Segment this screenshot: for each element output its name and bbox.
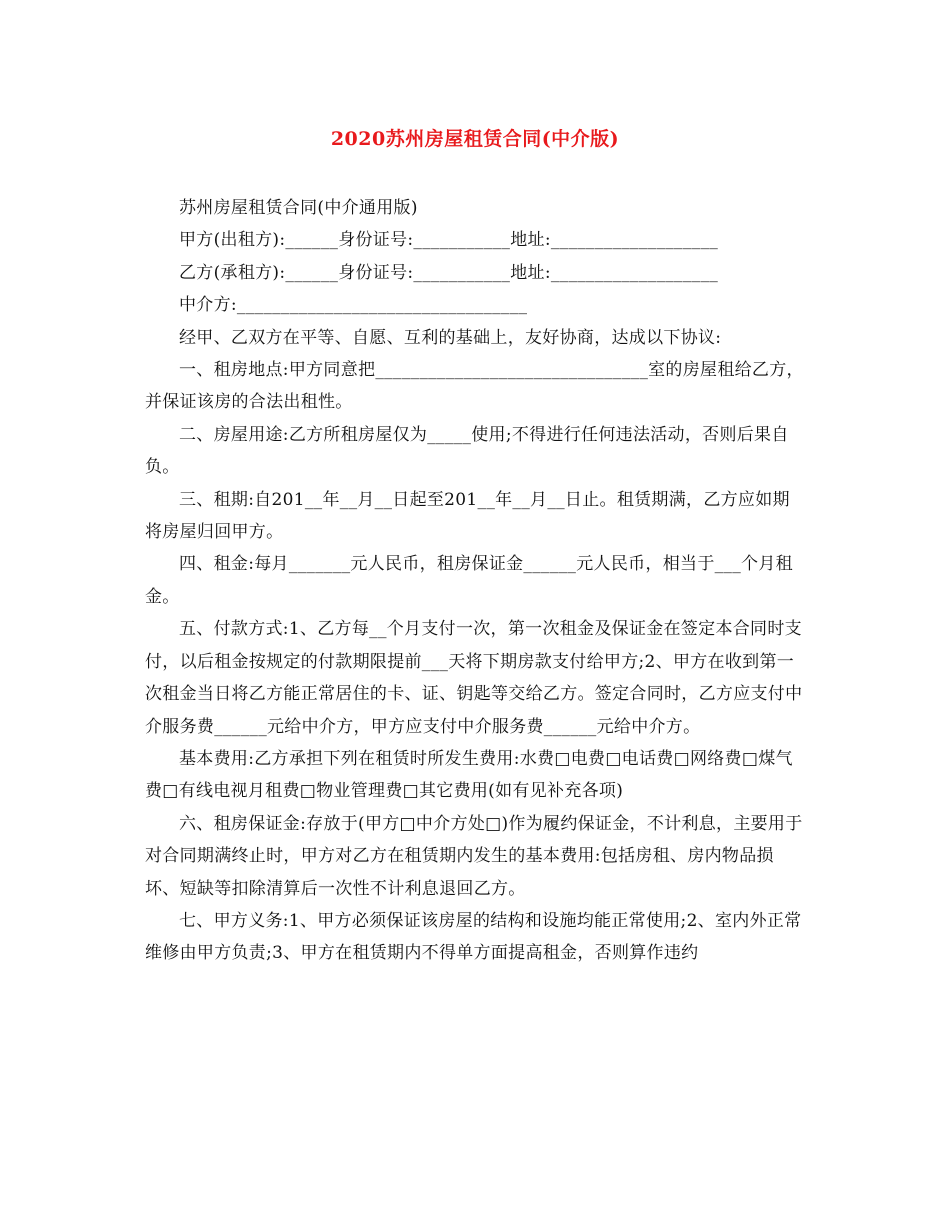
paragraph-clause-6: 六、租房保证金:存放于(甲方□中介方处□)作为履约保证金，不计利息，主要用于对合同期满终止时，甲方对乙方在租赁期内发生的基本费用:包括房租、房内物品损坏、短缺等扣除清算后一次性不计利息退回乙方。: [145, 813, 803, 899]
document-body: [145, 192, 807, 970]
paragraph-subtitle: 苏州房屋租赁合同(中介通用版): [179, 198, 418, 218]
paragraph-clause-1: 一、租房地点:甲方同意把_______________________________室的房屋租给乙方，并保证该房的合法出租性。: [145, 360, 804, 413]
paragraph-party-b: 乙方(承租方):______身份证号:___________地址:___________________: [179, 262, 719, 283]
paragraph-clause-5: 五、付款方式:1、乙方每__个月支付一次，第一次租金及保证金在签定本合同时支付，以后租金按规定的付款期限提前___天将下期房款支付给甲方;2、甲方在收到第一次租金当日将乙方能正常居住的卡、证、钥匙等交给乙方。签定合同时，乙方应支付中介服务费______元给中介方，甲方应支付中介服务费______元给中介方。: [145, 619, 803, 737]
paragraph-basic-fees: 基本费用:乙方承担下列在租赁时所发生费用:水费□电费□电话费□网络费□煤气费□有线电视月租费□物业管理费□其它费用(如有见补充各项): [145, 748, 793, 802]
paragraph-party-a: 甲方(出租方):______身份证号:___________地址:___________________: [179, 230, 719, 251]
paragraph-clause-7: 七、甲方义务:1、甲方必须保证该房屋的结构和设施均能正常使用;2、室内外正常维修由甲方负责;3、甲方在租赁期内不得单方面提高租金，否则算作违约: [145, 910, 802, 964]
paragraph-clause-3: 三、租期:自201__年__月__日起至201__年__月__日止。租赁期满，乙方应如期将房屋归回甲方。: [145, 489, 790, 543]
paragraph-clause-4: 四、租金:每月_______元人民币，租房保证金______元人民币，相当于___个月租金。: [145, 554, 793, 607]
document-title: 2020苏州房屋租赁合同(中介版): [330, 128, 620, 150]
paragraph-agent: 中介方:_________________________________: [179, 295, 528, 316]
paragraph-clause-2: 二、房屋用途:乙方所租房屋仅为_____使用;不得进行任何违法活动，否则后果自负。: [145, 424, 789, 478]
paragraph-preamble: 经甲、乙双方在平等、自愿、互利的基础上，友好协商，达成以下协议:: [179, 327, 722, 348]
